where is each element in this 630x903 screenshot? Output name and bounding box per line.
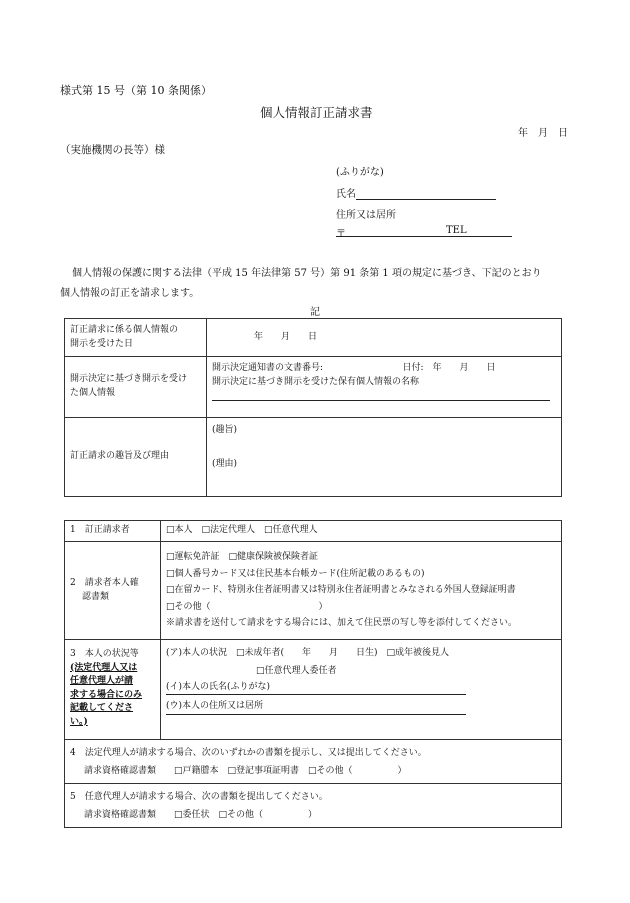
- body-text-1: 個人情報の保護に関する法律（平成 15 年法律第 57 号）第 91 条第 1 項の規定に基づき、下記のとおり: [72, 268, 542, 279]
- disclosure-date-label: 訂正請求に係る個人情報の 開示を受けた日: [65, 319, 207, 357]
- principal-name-line: (イ)本人の氏名(ふりがな): [166, 680, 466, 695]
- requester-options: □本人 □法定代理人 □任意代理人: [161, 521, 562, 542]
- proxy-note: (法定代理人又は: [70, 662, 138, 673]
- info-name-underline: [212, 390, 550, 401]
- disclosed-info-value: [207, 357, 562, 418]
- principal-address-line: (ウ)本人の住所又は居所: [166, 699, 466, 714]
- purpose-label: (趣旨): [212, 425, 238, 435]
- principal-status-value: [161, 640, 562, 740]
- purpose-reason-value: [207, 418, 562, 497]
- tel-label: TEL: [446, 225, 467, 236]
- disclosure-date-value: 年 月 日: [207, 319, 562, 357]
- postal-field: [336, 225, 512, 240]
- postal-mark: 〒: [336, 229, 346, 240]
- principal-status-line: (ア)本人の状況 □未成年者( 年 月 日生) □成年被後見人: [166, 648, 450, 658]
- requester-info-table: [64, 520, 562, 828]
- body-text-2: 個人情報の訂正を請求します。: [60, 288, 200, 299]
- page-title: 個人情報訂正請求書: [260, 105, 373, 120]
- name-label: 氏名: [336, 189, 356, 200]
- info-name-label: 開示決定に基づき開示を受けた保有個人情報の名称: [212, 376, 420, 387]
- purpose-reason-label: 訂正請求の趣旨及び理由: [65, 418, 207, 497]
- requester-label: 1 訂正請求者: [65, 521, 161, 542]
- voluntary-rep-docs: 5 任意代理人が請求する場合、次の書類を提出してください。 請求資格確認書類 □委任状 □その他（ ）: [65, 784, 562, 828]
- notice-date: 日付: 年 月 日: [402, 363, 496, 373]
- disclosed-info-label: 開示決定に基づき開示を受け た個人情報: [65, 357, 207, 418]
- name-field: [336, 185, 496, 200]
- postal-underline: [336, 225, 512, 240]
- address-label: 住所又は居所: [336, 210, 396, 221]
- date-line: 年 月 日: [518, 128, 568, 139]
- id-docs-label: 2 請求者本人確 認書類: [65, 542, 161, 640]
- reason-label: (理由): [212, 458, 238, 469]
- addressee: （実施機関の長等）様: [60, 144, 165, 156]
- ki-heading: 記: [310, 307, 320, 318]
- furigana-label: (ふりがな): [336, 167, 384, 178]
- form-number: 様式第 15 号（第 10 条関係）: [60, 84, 212, 97]
- principal-status-line-2: □任意代理人委任者: [256, 666, 337, 676]
- request-details-table: [64, 318, 562, 497]
- principal-status-label: 3 本人の状況等 (法定代理人又は 任意代理人が請 求する場合にのみ 記載してくださ い。): [65, 640, 161, 740]
- doc-number-label: 開示決定通知書の文書番号:: [212, 363, 324, 373]
- id-docs-options: □運転免許証 □健康保険被保険者証 □個人番号カード又は住民基本台帳カード(住所記載のあるもの) □在留カード、特別永住者証明書又は特別永住者証明書とみなされる外国人登録証明書 □その他（ ） ※請求書を送付して請求をする場合には、加えて住民票の写し等を添付してください。: [161, 542, 562, 640]
- name-underline: [356, 188, 496, 200]
- legal-rep-docs: 4 法定代理人が請求する場合、次のいずれかの書類を提示し、又は提出してください。 請求資格確認書類 □戸籍謄本 □登記事項証明書 □その他（ ）: [65, 740, 562, 784]
